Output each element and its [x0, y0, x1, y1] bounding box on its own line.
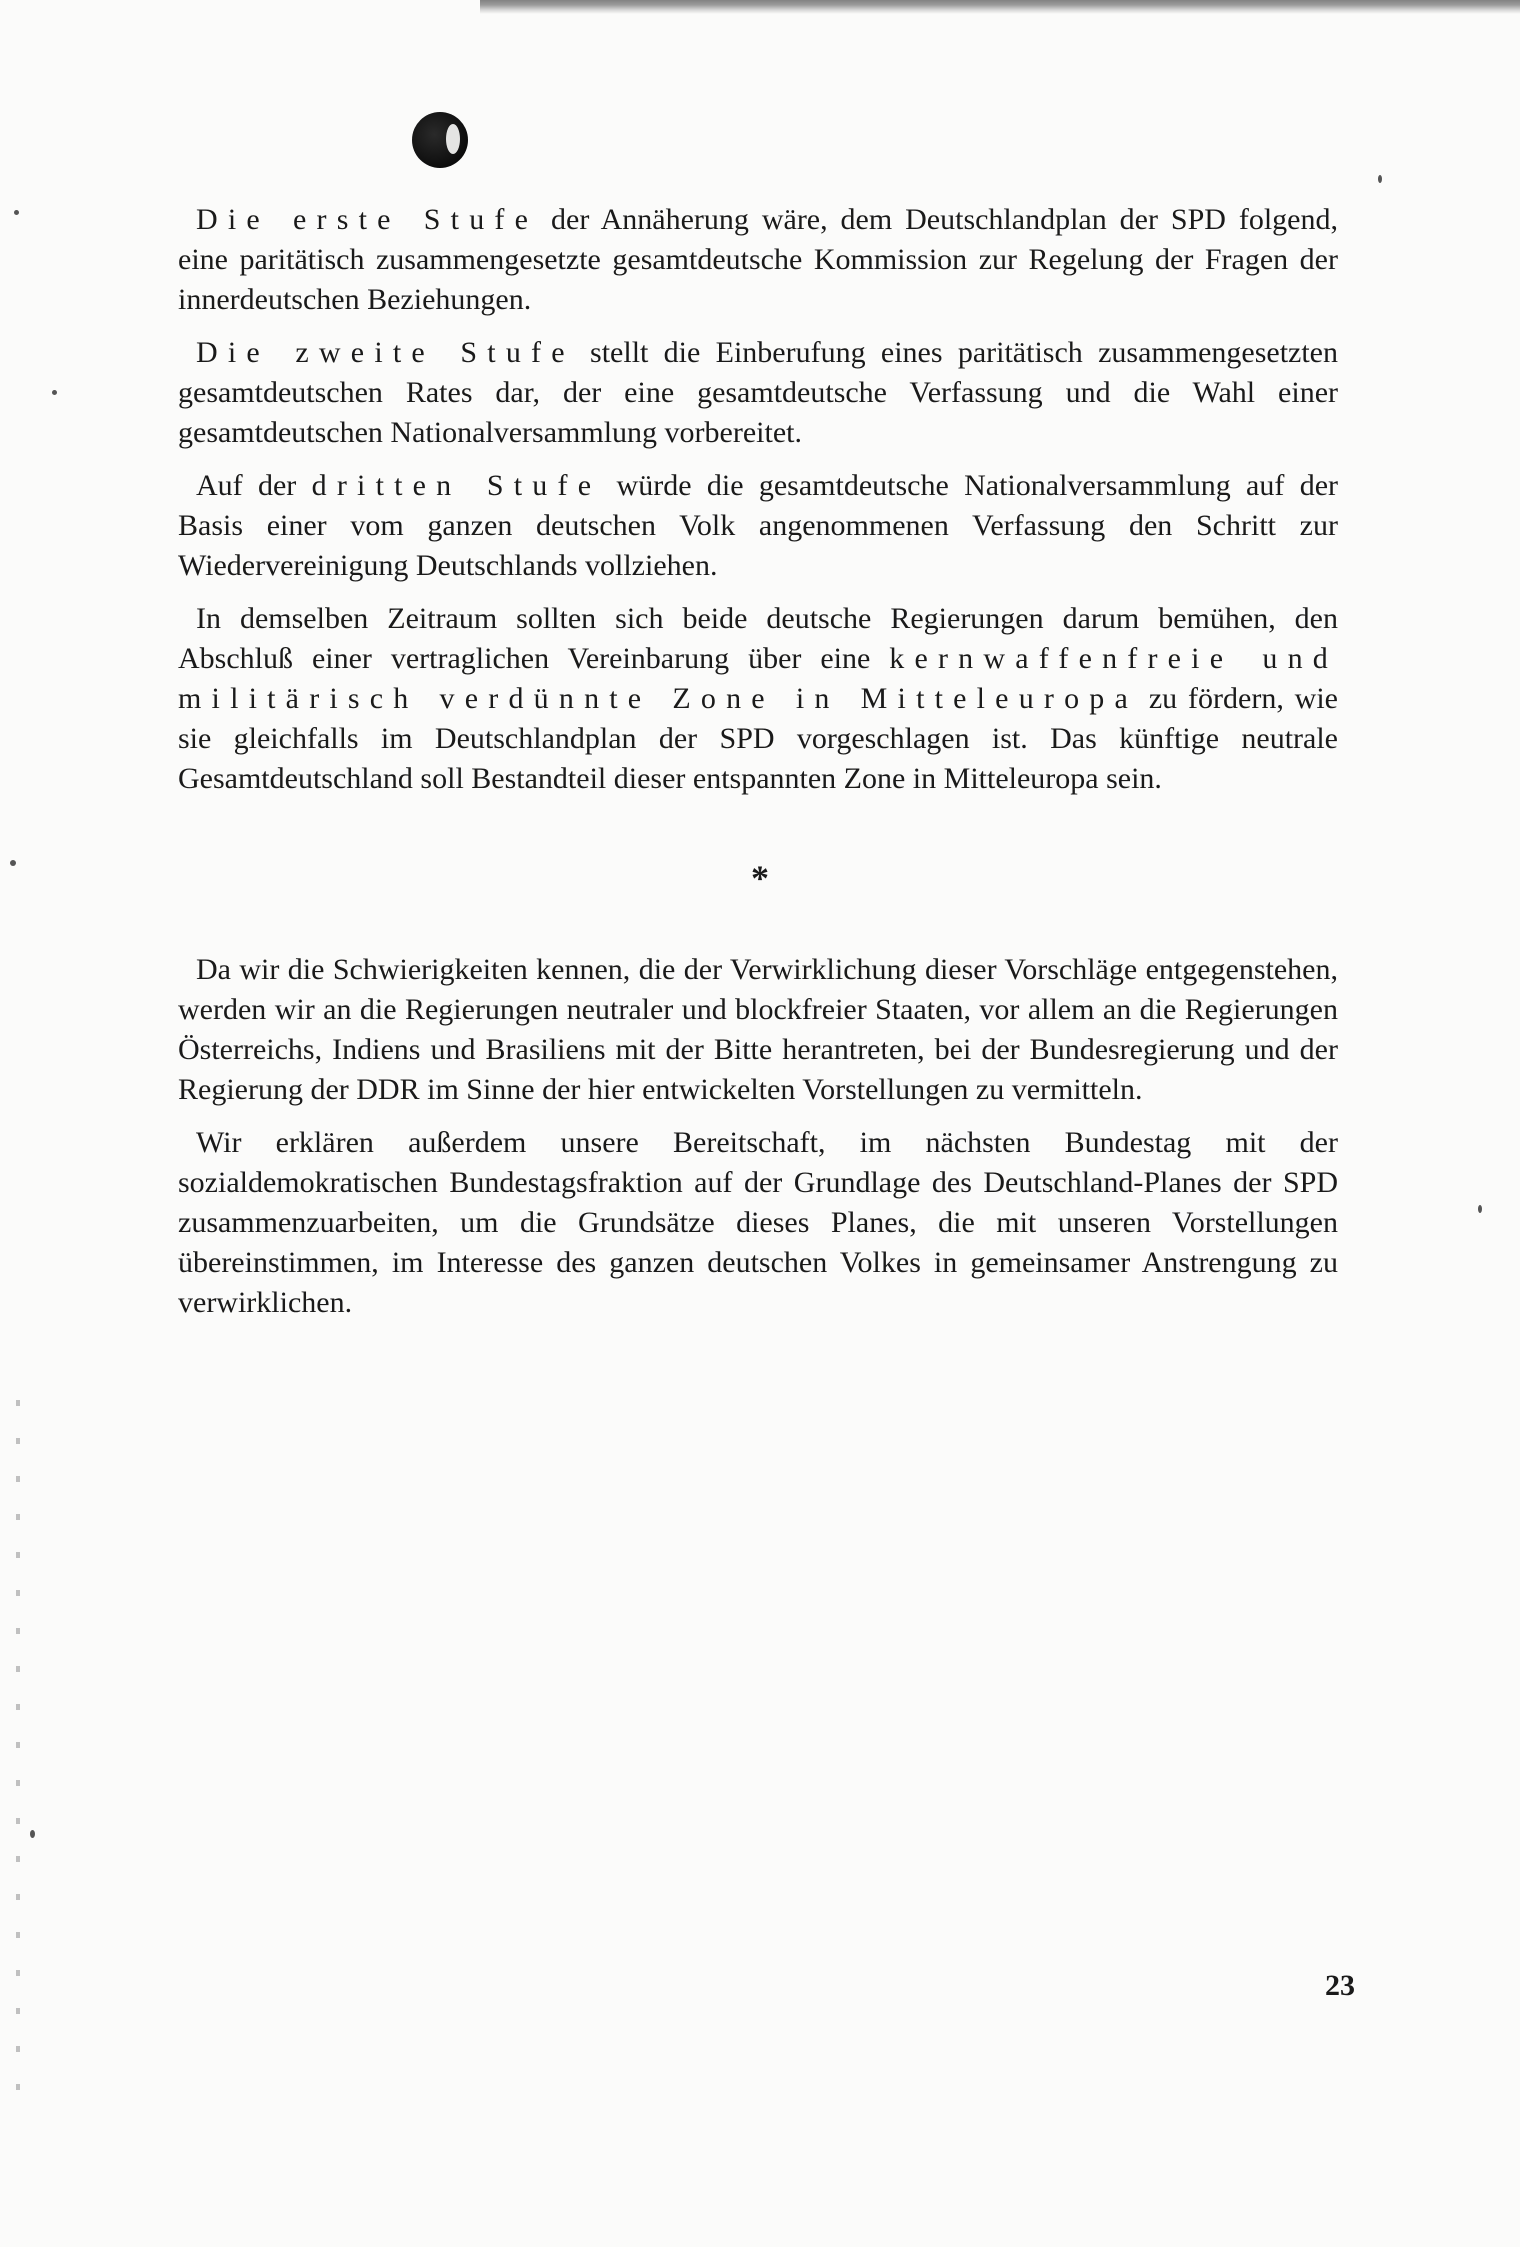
paragraph-text: stellt die Einberufung eines paritätisch zusammengesetzten gesamtdeutschen Rates dar, der eine gesamtdeutsche Verfassung und die Wahl einer gesamtdeutschen Nationalversammlung vorbereitet. — [178, 336, 1338, 449]
scan-speck — [52, 390, 57, 395]
scan-speck — [10, 860, 16, 866]
paragraph-text: zu fördern, wie sie gleichfalls im Deutschlandplan der SPD vorgeschlagen ist. Das künftige neutrale Gesamtdeutschland soll Bestandteil dieser entspannten Zone in Mitteleuropa sein. — [178, 682, 1338, 795]
emphasis-first-stage: Die erste Stufe — [196, 203, 539, 236]
text-section-1 — [178, 200, 1338, 812]
paragraph-text: würde die gesamtdeutsche Nationalversammlung auf der Basis einer vom ganzen deutschen Volk angenommenen Verfassung den Schritt zur Wiedervereinigung Deutschlands vollziehen. — [178, 469, 1338, 582]
scan-speck — [1478, 1205, 1482, 1213]
paragraph-third-stage — [178, 466, 1338, 586]
scan-speck — [30, 1830, 35, 1838]
emphasis-second-stage: Die zweite Stufe — [196, 336, 575, 369]
scan-speck — [1378, 175, 1382, 183]
emphasis-third-stage: dritten Stufe — [311, 469, 602, 502]
emphasis-nuclear-free-zone: kernwaffenfreie und militärisch verdünnte Zone in Mitteleuropa — [178, 642, 1338, 715]
paragraph-first-stage — [178, 200, 1338, 320]
paragraph-mediation: Da wir die Schwierigkeiten kennen, die der Verwirklichung dieser Vorschläge entgegenstehen, werden wir an die Regierungen neutraler und blockfreier Staaten, vor allem an die Regierungen Österreichs, Indiens und Brasiliens mit der Bitte herantreten, bei der Bundesregierung und der Regierung der DDR im Sinne der hier entwickelten Vorstellungen zu vermitteln. — [178, 953, 1338, 1106]
page-number: 23 — [1325, 1969, 1355, 2002]
paragraph-cooperation: Wir erklären außerdem unsere Bereitschaft, im nächsten Bundestag mit der sozialdemokratischen Bundestagsfraktion auf der Grundlage des Deutschland-Planes der SPD zusammenzuarbeiten, um die Grundsätze dieses Planes, die mit unseren Vorstellungen übereinstimmen, im Interesse des ganzen deutschen Volkes in gemeinsamer Anstrengung zu verwirklichen. — [178, 1126, 1338, 1319]
text-section-2 — [178, 950, 1338, 1336]
scan-speck — [14, 210, 19, 215]
paragraph-pretext: Auf der — [196, 469, 312, 502]
punch-hole-icon — [412, 112, 468, 168]
paragraph-second-stage — [178, 333, 1338, 453]
paragraph-text: der Annäherung wäre, dem Deutschlandplan der SPD folgend, eine paritätisch zusammengesetzte gesamtdeutsche Kommission zur Regelung der Fragen der innerdeutschen Beziehungen. — [178, 203, 1338, 316]
scan-edge-marks — [16, 1400, 20, 2100]
paragraph-pretext: In demselben Zeitraum sollten sich beide deutsche Regierungen darum bemühen, den Abschluß einer vertraglichen Vereinbarung über eine — [178, 602, 1338, 675]
section-separator-asterisk: * — [751, 858, 769, 898]
paragraph-nuclear-free-zone — [178, 599, 1338, 799]
scan-edge-shadow — [480, 0, 1520, 14]
